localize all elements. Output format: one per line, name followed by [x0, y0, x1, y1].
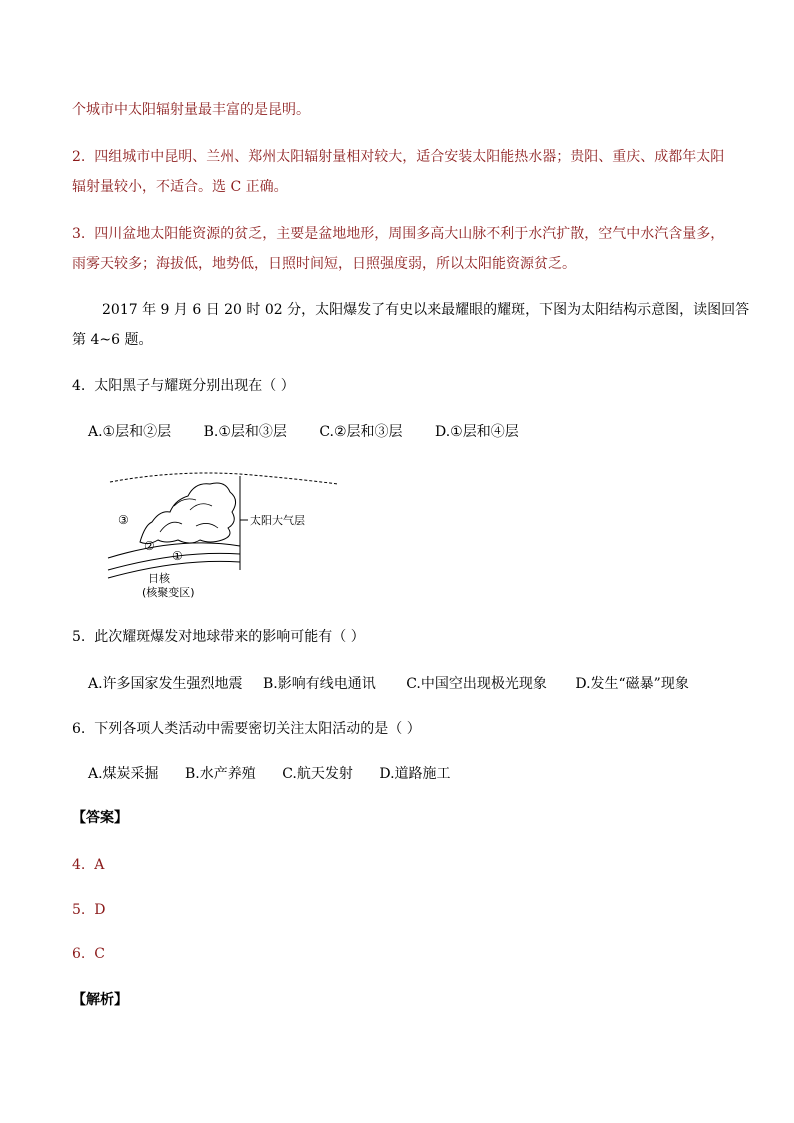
answer-4 — [72, 855, 104, 875]
prominence-shape — [140, 483, 236, 544]
sun-structure-diagram — [100, 470, 340, 605]
question-4-stem: 太阳黑子与耀斑分别出现在（ ） — [94, 378, 295, 394]
answer-header — [72, 808, 128, 828]
answer-number: 4. — [72, 857, 86, 873]
answer-number: 6. — [72, 946, 86, 962]
question-6-stem: 下列各项人类活动中需要密切关注太阳活动的是（ ） — [94, 721, 421, 737]
intro-text-cont: 第 4~6 题。 — [72, 332, 153, 348]
atmosphere-bracket — [240, 476, 248, 570]
intro-text: 2017 年 9 月 6 日 20 时 02 分，太阳爆发了有史以来最耀眼的耀斑，下图为太阳结构示意图，读图回答 — [102, 302, 750, 318]
question-4-number: 4. — [72, 378, 86, 394]
option-d[interactable]: D.发生“磁暴”现象 — [575, 676, 689, 692]
outer-corona-arc — [110, 473, 338, 484]
item-2-line-1 — [72, 147, 724, 167]
option-c[interactable]: C.②层和③层 — [319, 424, 403, 440]
item-3-text-cont: 雨雾天较多；海拔低，地势低，日照时间短，日照强度弱，所以太阳能资源贫乏。 — [72, 256, 576, 272]
question-6-number: 6. — [72, 721, 86, 737]
layer-2-mark: ② — [144, 539, 155, 553]
intro-line-1 — [102, 300, 749, 320]
item-3-line-2 — [72, 254, 576, 274]
item-2-line-2 — [72, 177, 288, 197]
item-2-number: 2. — [72, 149, 86, 165]
item-3-number: 3. — [72, 226, 86, 242]
prev-answer-text: 个城市中太阳辐射量最丰富的是昆明。 — [72, 102, 310, 118]
answer-value: A — [94, 857, 105, 873]
option-d[interactable]: D.①层和④层 — [435, 424, 519, 440]
core-boundary-arc — [108, 561, 240, 578]
answer-value: D — [94, 902, 106, 918]
option-c[interactable]: C.航天发射 — [282, 766, 353, 782]
question-5-number: 5. — [72, 629, 86, 645]
option-d[interactable]: D.道路施工 — [379, 766, 451, 782]
layer-1-mark: ① — [172, 549, 183, 563]
question-5-options — [88, 674, 689, 694]
question-4 — [72, 376, 295, 396]
core-sublabel: (核聚变区) — [142, 586, 195, 599]
question-6 — [72, 719, 421, 739]
option-b[interactable]: B.①层和③层 — [203, 424, 287, 440]
option-c[interactable]: C.中国空出现极光现象 — [406, 676, 547, 692]
analysis-header — [72, 990, 128, 1010]
answer-number: 5. — [72, 902, 86, 918]
option-a[interactable]: A.①层和②层 — [88, 424, 172, 440]
analysis-header-text: 【解析】 — [72, 992, 128, 1008]
atmosphere-label: 太阳大气层 — [250, 514, 305, 527]
layer-3-mark: ③ — [118, 513, 129, 527]
option-a[interactable]: A.许多国家发生强烈地震 — [88, 676, 243, 692]
prev-answer-line — [72, 100, 310, 120]
question-5-stem: 此次耀斑爆发对地球带来的影响可能有（ ） — [94, 629, 365, 645]
item-3-text: 四川盆地太阳能资源的贫乏，主要是盆地地形，周围多高大山脉不利于水汽扩散，空气中水汽含量多， — [94, 226, 725, 242]
option-a[interactable]: A.煤炭采掘 — [88, 766, 159, 782]
question-6-options — [88, 764, 451, 784]
intro-line-2 — [72, 330, 152, 350]
option-b[interactable]: B.影响有线电通讯 — [263, 676, 376, 692]
item-3-line-1 — [72, 224, 724, 244]
question-5 — [72, 627, 365, 647]
item-2-text: 四组城市中昆明、兰州、郑州太阳辐射量相对较大，适合安装太阳能热水器；贵阳、重庆、成都年太阳 — [94, 149, 725, 165]
answer-5 — [72, 900, 106, 920]
item-2-text-cont: 辐射量较小，不适合。选 C 正确。 — [72, 179, 288, 195]
option-b[interactable]: B.水产养殖 — [185, 766, 256, 782]
core-label: 日核 — [148, 572, 170, 585]
question-4-options — [88, 422, 519, 442]
answer-6 — [72, 944, 105, 964]
answer-value: C — [94, 946, 105, 962]
answer-header-text: 【答案】 — [72, 810, 128, 826]
